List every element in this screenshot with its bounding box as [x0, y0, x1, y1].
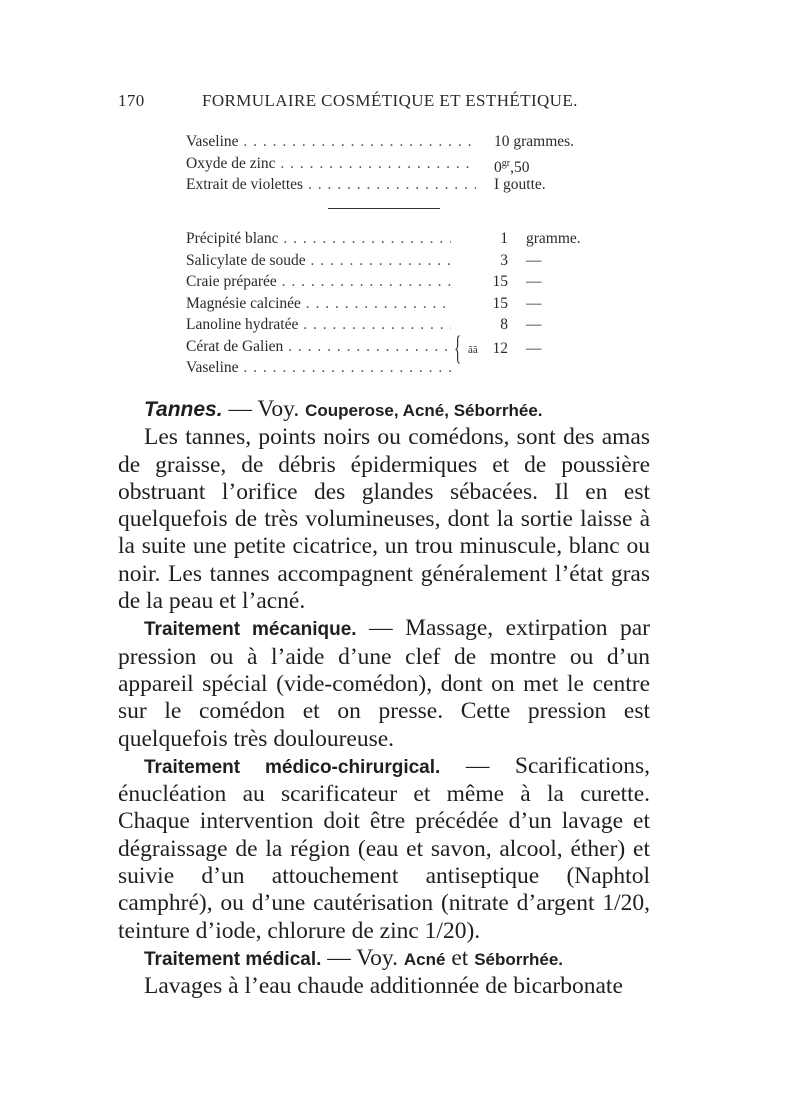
treatment-title: Traitement médico-chirurgical.	[144, 756, 441, 778]
cross-references: Couperose, Acné, Séborrhée.	[305, 401, 543, 420]
ingredient-name: Cérat de Galien . . .	[186, 336, 451, 358]
ingredient-name: Magnésie calcinée . . .	[186, 293, 451, 315]
page-number: 170	[118, 91, 145, 110]
ana-symbol: ãã	[468, 344, 478, 356]
intro-paragraph: Les tannes, points noirs ou comédons, sont des amas de graisse, de débris épidermiques et de poussière obstruant l’orifice des glandes sébacées. Il en est quelquefois de très volumineuses, dont la sortie laisse à la suite une petite cicatrice, un trou minuscule, blanc ou noir. Les tannes accompagnent généralement l’état gras de la peau et l’acné.	[118, 424, 650, 615]
ingredient-unit: —	[526, 340, 542, 357]
ingredient-quantity: 15	[492, 273, 508, 290]
treatment-paragraph	[118, 945, 650, 973]
cross-reference: Acné	[403, 949, 446, 969]
ingredient-name: Extrait de violettes . . .	[186, 174, 476, 196]
ingredient-unit: —	[526, 273, 542, 290]
ingredient-quantity: 1	[500, 230, 508, 247]
treatment-title: Traitement médical.	[144, 948, 322, 970]
article-body	[118, 396, 650, 1001]
ingredient-unit: —	[526, 294, 542, 312]
treatment-title: Traitement mécanique.	[144, 619, 357, 641]
ingredient-quantity: $0^{gr},50$	[494, 157, 530, 176]
ingredient-name: Oxyde de zinc . . .	[186, 153, 476, 175]
ingredient-name: Vaseline . . .	[186, 131, 476, 153]
ingredient-quantity: 8	[500, 316, 508, 333]
entry-term: Tannes.	[144, 398, 223, 421]
ingredient-name: Craie préparée . . .	[186, 271, 451, 293]
ingredient-quantity: 12	[492, 340, 508, 357]
ingredient-unit: —	[526, 316, 542, 333]
ingredient-quantity: I goutte.	[494, 176, 546, 193]
cross-reference: Séborrhée.	[474, 949, 564, 969]
treatment-paragraph	[118, 615, 650, 752]
ingredient-unit: gramme.	[526, 230, 581, 247]
see-also-label: — Voy.	[228, 396, 300, 422]
brace-symbol: {	[454, 330, 462, 367]
continuation-paragraph: Lavages à l’eau chaude additionnée de bicarbonate	[144, 973, 623, 1000]
treatment-paragraph	[118, 753, 650, 945]
see-also-label: — Voy.	[327, 944, 399, 971]
running-title: FORMULAIRE COSMÉTIQUE ET ESTHÉTIQUE.	[202, 91, 578, 110]
conjunction: et	[451, 944, 469, 971]
ingredient-name: Vaseline . . .	[186, 357, 451, 379]
article-heading	[118, 396, 650, 424]
ingredient-unit: —	[526, 251, 542, 269]
section-divider	[328, 208, 440, 209]
ingredient-name: Précipité blanc . . .	[186, 228, 451, 250]
treatment-text: — Massage, extirpation par pression ou à l’aide d’une clef de montre ou d’un appareil spécial (vide-comédon), dont on met le centre sur le comédon et on presse. Cette pression est quelquefois très douloureuse.	[118, 615, 651, 752]
ingredient-quantity: 3	[500, 251, 508, 269]
ingredient-quantity: 15	[492, 294, 508, 312]
ingredient-quantity: 10 grammes.	[494, 133, 575, 150]
ingredient-name: Salicylate de soude . . .	[186, 250, 451, 272]
ingredient-name: Lanoline hydratée . . .	[186, 314, 451, 336]
treatment-text: — Scarifications, énucléation au scarificateur et même à la curette. Chaque intervention doit être précédée d’un lavage et dégraissage de la région (eau et savon, alcool, éther) et suivie d’un attouchement antiseptique (Naphtol camphré), ou d’une cautérisation (nitrate d’argent 1/20, teinture d’iode, chlorure de zinc 1/20).	[118, 752, 650, 944]
